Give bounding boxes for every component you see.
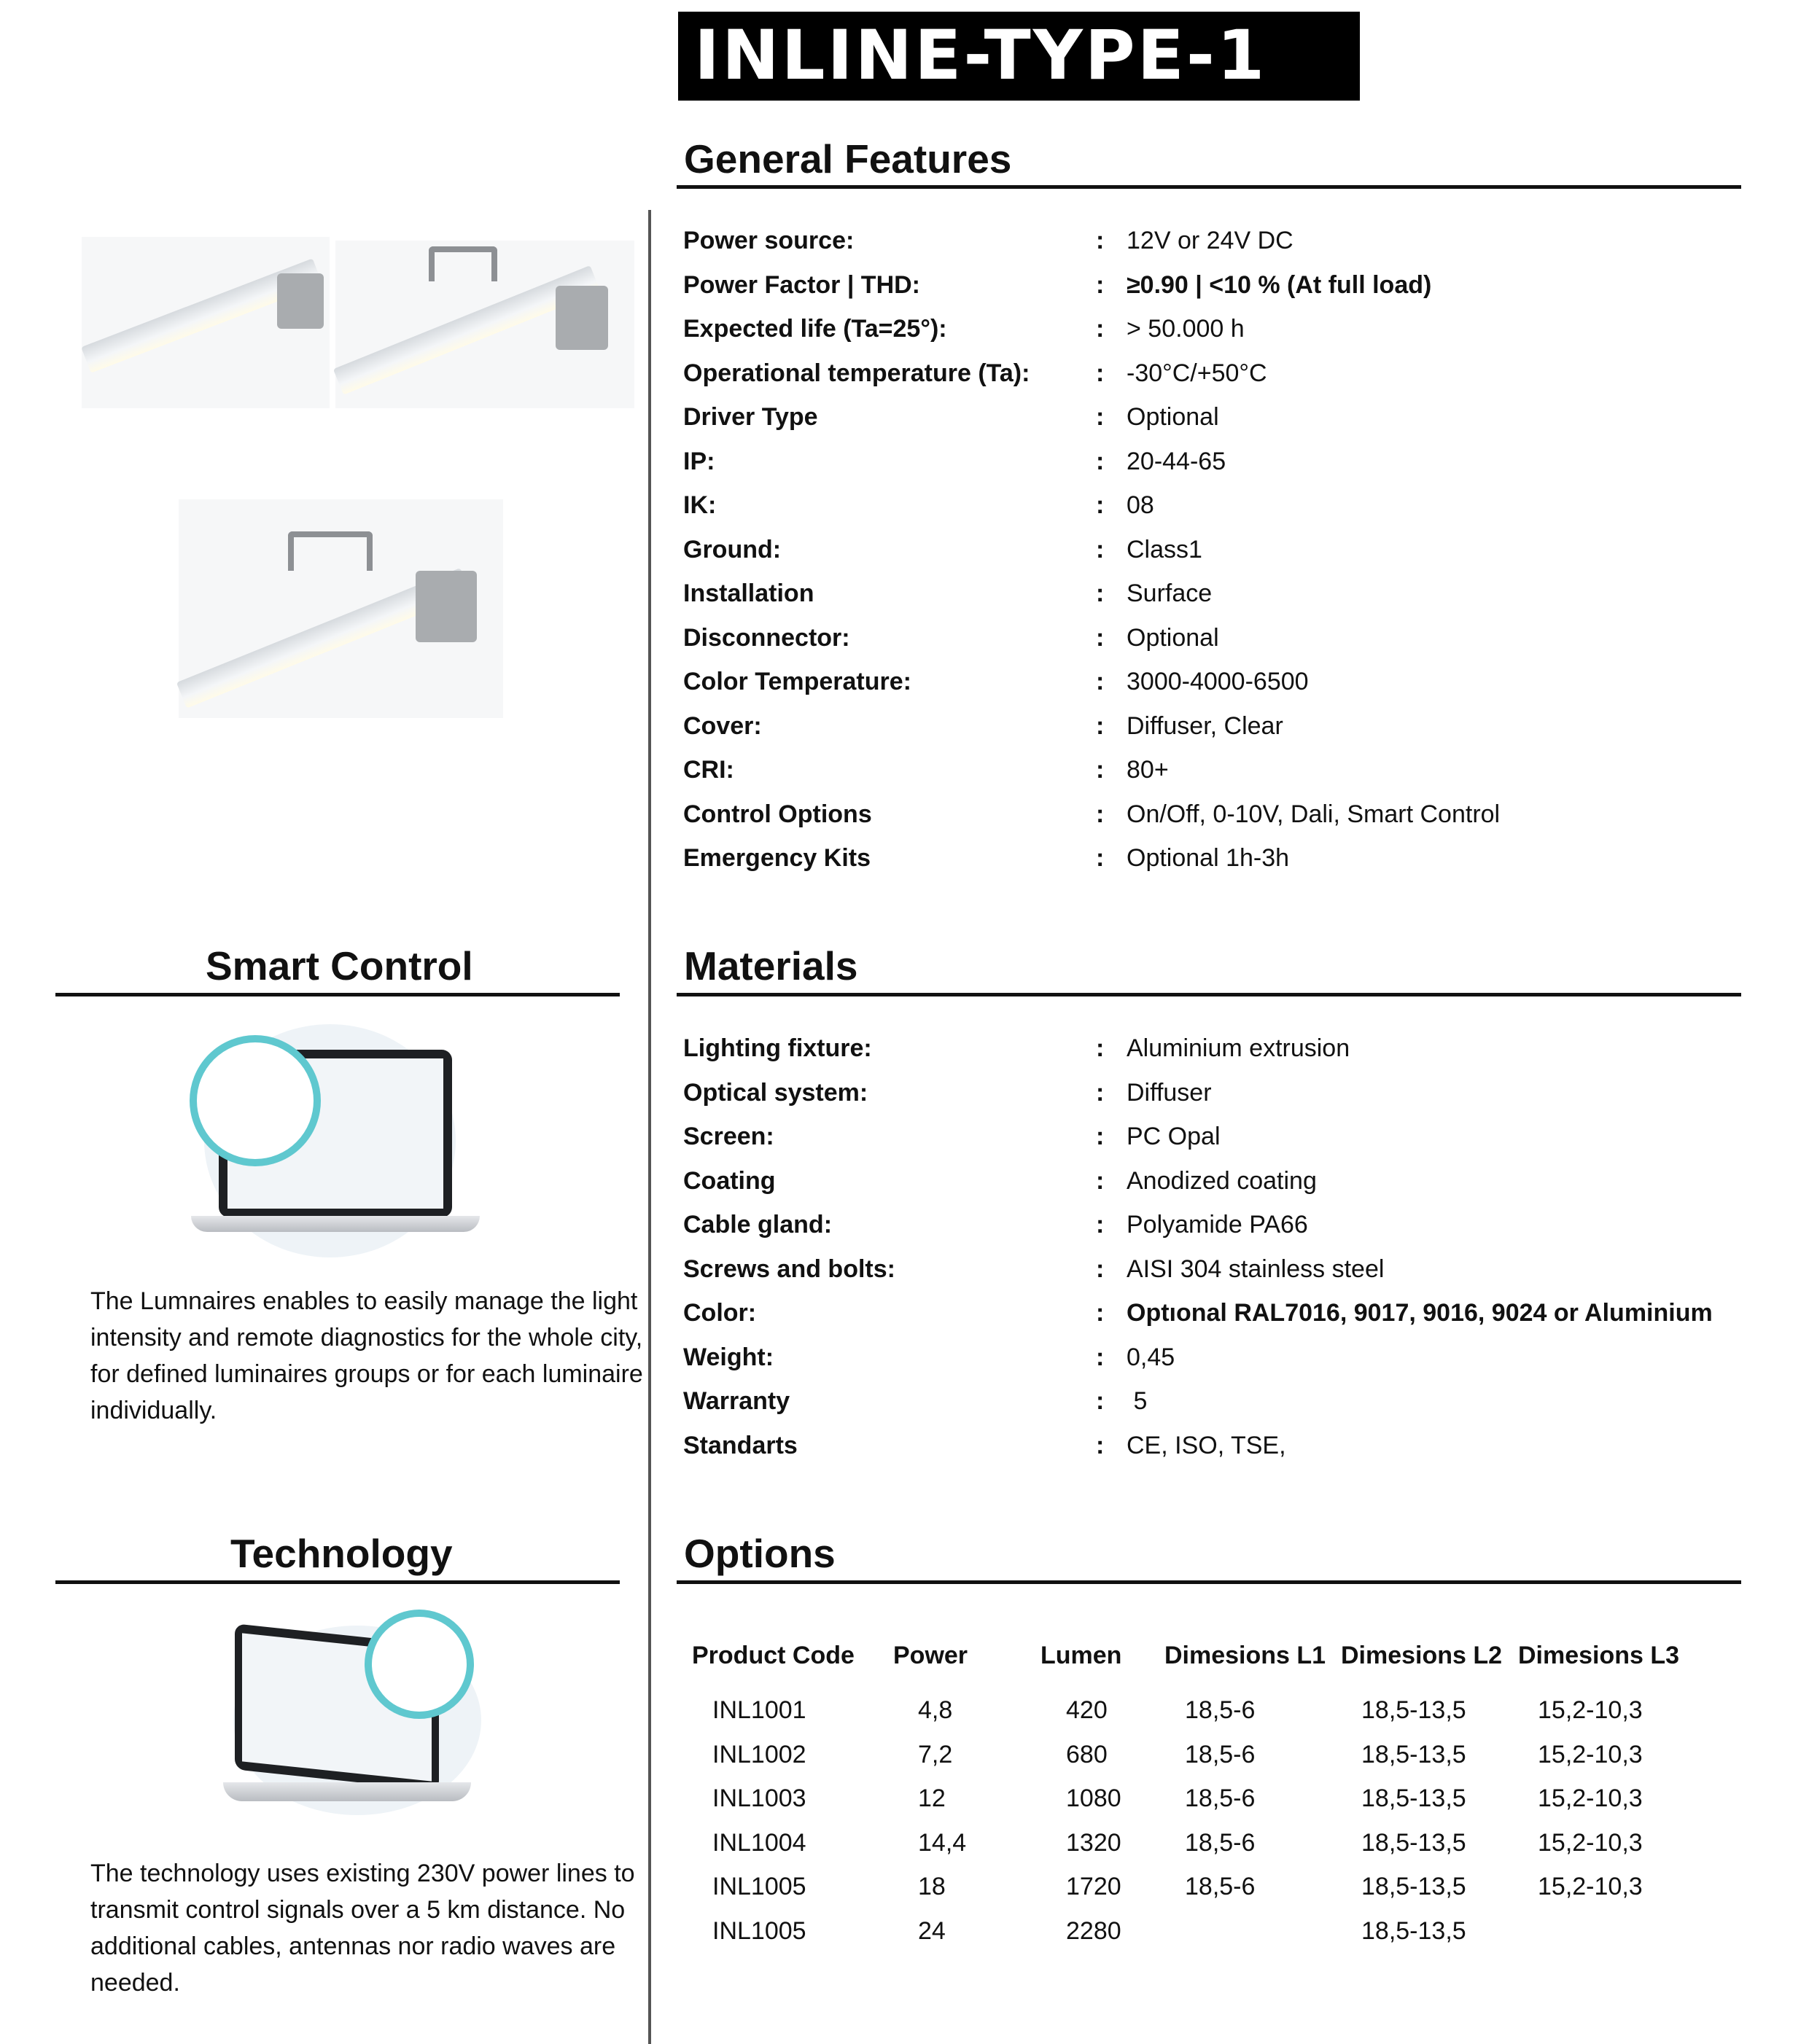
- general-features-heading: General Features: [684, 136, 1012, 182]
- spec-value: 3000-4000-6500: [1127, 668, 1309, 695]
- table-cell: INL1005: [712, 1916, 806, 1945]
- spec-row: [683, 792, 1748, 837]
- table-row: [683, 1909, 1740, 1954]
- spec-row: [683, 1071, 1748, 1115]
- spec-separator: :: [1096, 535, 1105, 563]
- spec-label: IP:: [683, 447, 715, 475]
- spec-row: [683, 1115, 1748, 1159]
- spec-separator: :: [1096, 315, 1105, 343]
- spec-separator: :: [1096, 756, 1105, 784]
- spec-value: 08: [1127, 491, 1154, 519]
- spec-label: Lighting fixture:: [683, 1034, 872, 1062]
- general-features-rule: [677, 185, 1741, 189]
- table-cell: 18,5-6: [1185, 1740, 1256, 1768]
- product-photo-1: [82, 237, 330, 408]
- spec-value: Diffuser, Clear: [1127, 711, 1283, 740]
- spec-value: Aluminium extrusion: [1127, 1034, 1350, 1062]
- spec-label: Operational temperature (Ta):: [683, 359, 1030, 387]
- spec-value: On/Off, 0-10V, Dali, Smart Control: [1127, 800, 1501, 828]
- map-zoom-icon: [190, 1035, 321, 1166]
- spec-label: Ground:: [683, 535, 782, 563]
- table-cell: 24: [918, 1916, 946, 1945]
- table-row: [683, 1688, 1740, 1733]
- spec-value: Anodized coating: [1127, 1166, 1317, 1195]
- spec-value: CE, ISO, TSE,: [1127, 1431, 1286, 1459]
- table-cell: 15,2-10,3: [1538, 1784, 1643, 1812]
- spec-label: Emergency Kits: [683, 844, 871, 872]
- spec-label: Standarts: [683, 1431, 798, 1459]
- spec-separator: :: [1096, 711, 1105, 740]
- signal-wave-icon: [365, 1610, 474, 1719]
- spec-row: [683, 836, 1748, 881]
- spec-separator: :: [1096, 668, 1105, 695]
- column-header: Power: [893, 1642, 968, 1669]
- spec-value: Surface: [1127, 580, 1213, 607]
- spec-row: [683, 1379, 1748, 1424]
- spec-separator: :: [1096, 800, 1105, 828]
- spec-value: Class1: [1127, 535, 1202, 563]
- options-rule: [677, 1580, 1741, 1584]
- spec-row: [683, 704, 1748, 749]
- product-photo-3: [179, 499, 503, 718]
- spec-value: 5: [1127, 1387, 1148, 1415]
- table-cell: 18,5-13,5: [1361, 1696, 1466, 1724]
- spec-separator: :: [1096, 403, 1105, 431]
- spec-separator: :: [1096, 227, 1105, 254]
- spec-value: Optional 1h-3h: [1127, 844, 1290, 872]
- spec-value: 80+: [1127, 756, 1169, 784]
- spec-value: -30°C/+50°C: [1127, 359, 1267, 387]
- spec-label: Cable gland:: [683, 1211, 833, 1239]
- technology-rule: [55, 1580, 620, 1584]
- spec-value: PC Opal: [1127, 1123, 1221, 1150]
- table-cell: 1720: [1066, 1873, 1121, 1900]
- spec-separator: :: [1096, 359, 1105, 387]
- spec-label: Cover:: [683, 711, 762, 740]
- spec-label: Color:: [683, 1299, 757, 1327]
- table-cell: 18,5-13,5: [1361, 1740, 1466, 1768]
- smart-control-rule: [55, 993, 620, 996]
- table-cell: 18,5-6: [1185, 1696, 1256, 1724]
- table-cell: 2280: [1066, 1916, 1121, 1945]
- spec-value: 0,45: [1127, 1343, 1175, 1371]
- spec-label: Screws and bolts:: [683, 1255, 895, 1283]
- spec-row: [683, 483, 1748, 528]
- spec-value: 20-44-65: [1127, 447, 1226, 475]
- product-photo-2: [335, 241, 634, 408]
- spec-label: Weight:: [683, 1343, 774, 1371]
- spec-row: [683, 572, 1748, 616]
- spec-row: [683, 351, 1748, 396]
- spec-separator: :: [1096, 1034, 1105, 1062]
- spec-label: Color Temperature:: [683, 668, 911, 695]
- page-title: INLINE-TYPE-1: [678, 12, 1360, 101]
- table-row: [683, 1733, 1740, 1777]
- spec-label: Disconnector:: [683, 623, 850, 652]
- column-header: Dimesions L3: [1518, 1642, 1680, 1669]
- spec-label: Screen:: [683, 1123, 774, 1150]
- column-header: Dimesions L2: [1341, 1642, 1503, 1669]
- table-cell: INL1005: [712, 1873, 806, 1900]
- spec-value: 12V or 24V DC: [1127, 227, 1293, 254]
- table-row: [683, 1821, 1740, 1865]
- spec-label: IK:: [683, 491, 717, 519]
- spec-separator: :: [1096, 580, 1105, 607]
- spec-separator: :: [1096, 447, 1105, 475]
- smart-control-description: The Lumnaires enables to easily manage the light intensity and remote diagnostics for the whole city, for defined luminaires groups or for each luminaire individually.: [90, 1287, 643, 1424]
- technology-laptop-illustration: [219, 1604, 496, 1822]
- table-row: [683, 1865, 1740, 1909]
- table-cell: 18,5-13,5: [1361, 1784, 1466, 1812]
- spec-separator: :: [1096, 1299, 1105, 1327]
- spec-row: [683, 1424, 1748, 1468]
- table-cell: INL1001: [712, 1696, 806, 1724]
- table-cell: 15,2-10,3: [1538, 1873, 1643, 1900]
- spec-row: [683, 307, 1748, 351]
- spec-separator: :: [1096, 1166, 1105, 1195]
- smart-control-heading: Smart Control: [206, 943, 473, 988]
- materials-list: [683, 1026, 1748, 1467]
- smart-control-laptop-illustration: [175, 1021, 481, 1254]
- spec-label: Expected life (Ta=25°):: [683, 315, 947, 343]
- spec-separator: :: [1096, 623, 1105, 652]
- options-table-header: [683, 1630, 1740, 1681]
- spec-row: [683, 660, 1748, 704]
- spec-row: [683, 263, 1748, 308]
- table-cell: 1320: [1066, 1828, 1121, 1857]
- spec-separator: :: [1096, 1123, 1105, 1150]
- spec-row: [683, 1203, 1748, 1247]
- spec-row: [683, 1335, 1748, 1380]
- options-heading: Options: [684, 1531, 836, 1576]
- spec-value: Optional: [1127, 403, 1219, 431]
- spec-label: Power source:: [683, 227, 855, 254]
- spec-row: [683, 219, 1748, 263]
- spec-label: Coating: [683, 1166, 776, 1195]
- table-cell: INL1004: [712, 1828, 806, 1857]
- column-divider: [648, 210, 651, 2044]
- table-cell: 15,2-10,3: [1538, 1828, 1643, 1857]
- spec-separator: :: [1096, 491, 1105, 519]
- spec-separator: :: [1096, 1431, 1105, 1459]
- technology-heading: Technology: [230, 1531, 453, 1576]
- spec-label: Optical system:: [683, 1078, 868, 1107]
- spec-separator: :: [1096, 1078, 1105, 1107]
- table-cell: 14,4: [918, 1828, 967, 1857]
- table-cell: 420: [1066, 1696, 1108, 1724]
- table-cell: 18: [918, 1873, 946, 1900]
- table-cell: 18,5-6: [1185, 1873, 1256, 1900]
- spec-separator: :: [1096, 844, 1105, 872]
- spec-value: Optional: [1127, 623, 1219, 652]
- spec-separator: :: [1096, 1211, 1105, 1239]
- table-cell: 18,5-6: [1185, 1784, 1256, 1812]
- table-cell: 15,2-10,3: [1538, 1740, 1643, 1768]
- spec-value: > 50.000 h: [1127, 315, 1245, 343]
- spec-label: Installation: [683, 580, 814, 607]
- spec-row: [683, 748, 1748, 792]
- table-cell: 12: [918, 1784, 946, 1812]
- spec-separator: :: [1096, 1343, 1105, 1371]
- materials-heading: Materials: [684, 943, 858, 988]
- spec-label: Control Options: [683, 800, 872, 828]
- options-table: [683, 1630, 1740, 1953]
- table-cell: 15,2-10,3: [1538, 1696, 1643, 1724]
- table-cell: 4,8: [918, 1696, 953, 1724]
- spec-row: [683, 395, 1748, 440]
- table-cell: INL1002: [712, 1740, 806, 1768]
- column-header: Product Code: [692, 1642, 855, 1669]
- spec-row: [683, 1291, 1748, 1335]
- spec-value: Diffuser: [1127, 1078, 1212, 1107]
- table-cell: 18,5-13,5: [1361, 1916, 1466, 1945]
- table-cell: 680: [1066, 1740, 1108, 1768]
- technology-description: The technology uses existing 230V power lines to transmit control signals over a 5 km distance. No additional cables, antennas nor radio waves are needed.: [90, 1860, 635, 1997]
- spec-row: [683, 1247, 1748, 1292]
- spec-row: [683, 616, 1748, 660]
- spec-separator: :: [1096, 1255, 1105, 1283]
- spec-value: ≥0.90 | <10 % (At full load): [1127, 270, 1432, 299]
- table-cell: 1080: [1066, 1784, 1121, 1812]
- column-header: Dimesions L1: [1164, 1642, 1326, 1669]
- spec-label: CRI:: [683, 756, 734, 784]
- spec-value: Optıonal RAL7016, 9017, 9016, 9024 or Aluminium: [1127, 1299, 1713, 1327]
- table-cell: 18,5-6: [1185, 1828, 1256, 1857]
- table-cell: 7,2: [918, 1740, 953, 1768]
- spec-row: [683, 528, 1748, 572]
- table-cell: 18,5-13,5: [1361, 1828, 1466, 1857]
- spec-label: Power Factor | THD:: [683, 270, 920, 299]
- spec-value: AISI 304 stainless steel: [1127, 1255, 1385, 1283]
- table-cell: 18,5-13,5: [1361, 1873, 1466, 1900]
- spec-value: Polyamide PA66: [1127, 1211, 1308, 1239]
- spec-row: [683, 1159, 1748, 1204]
- spec-separator: :: [1096, 1387, 1105, 1415]
- table-cell: INL1003: [712, 1784, 806, 1812]
- table-row: [683, 1776, 1740, 1821]
- spec-row: [683, 1026, 1748, 1071]
- materials-rule: [677, 993, 1741, 996]
- spec-row: [683, 440, 1748, 484]
- general-features-list: [683, 219, 1748, 881]
- spec-separator: :: [1096, 270, 1105, 299]
- column-header: Lumen: [1040, 1642, 1122, 1669]
- spec-label: Driver Type: [683, 403, 818, 431]
- spec-label: Warranty: [683, 1387, 790, 1415]
